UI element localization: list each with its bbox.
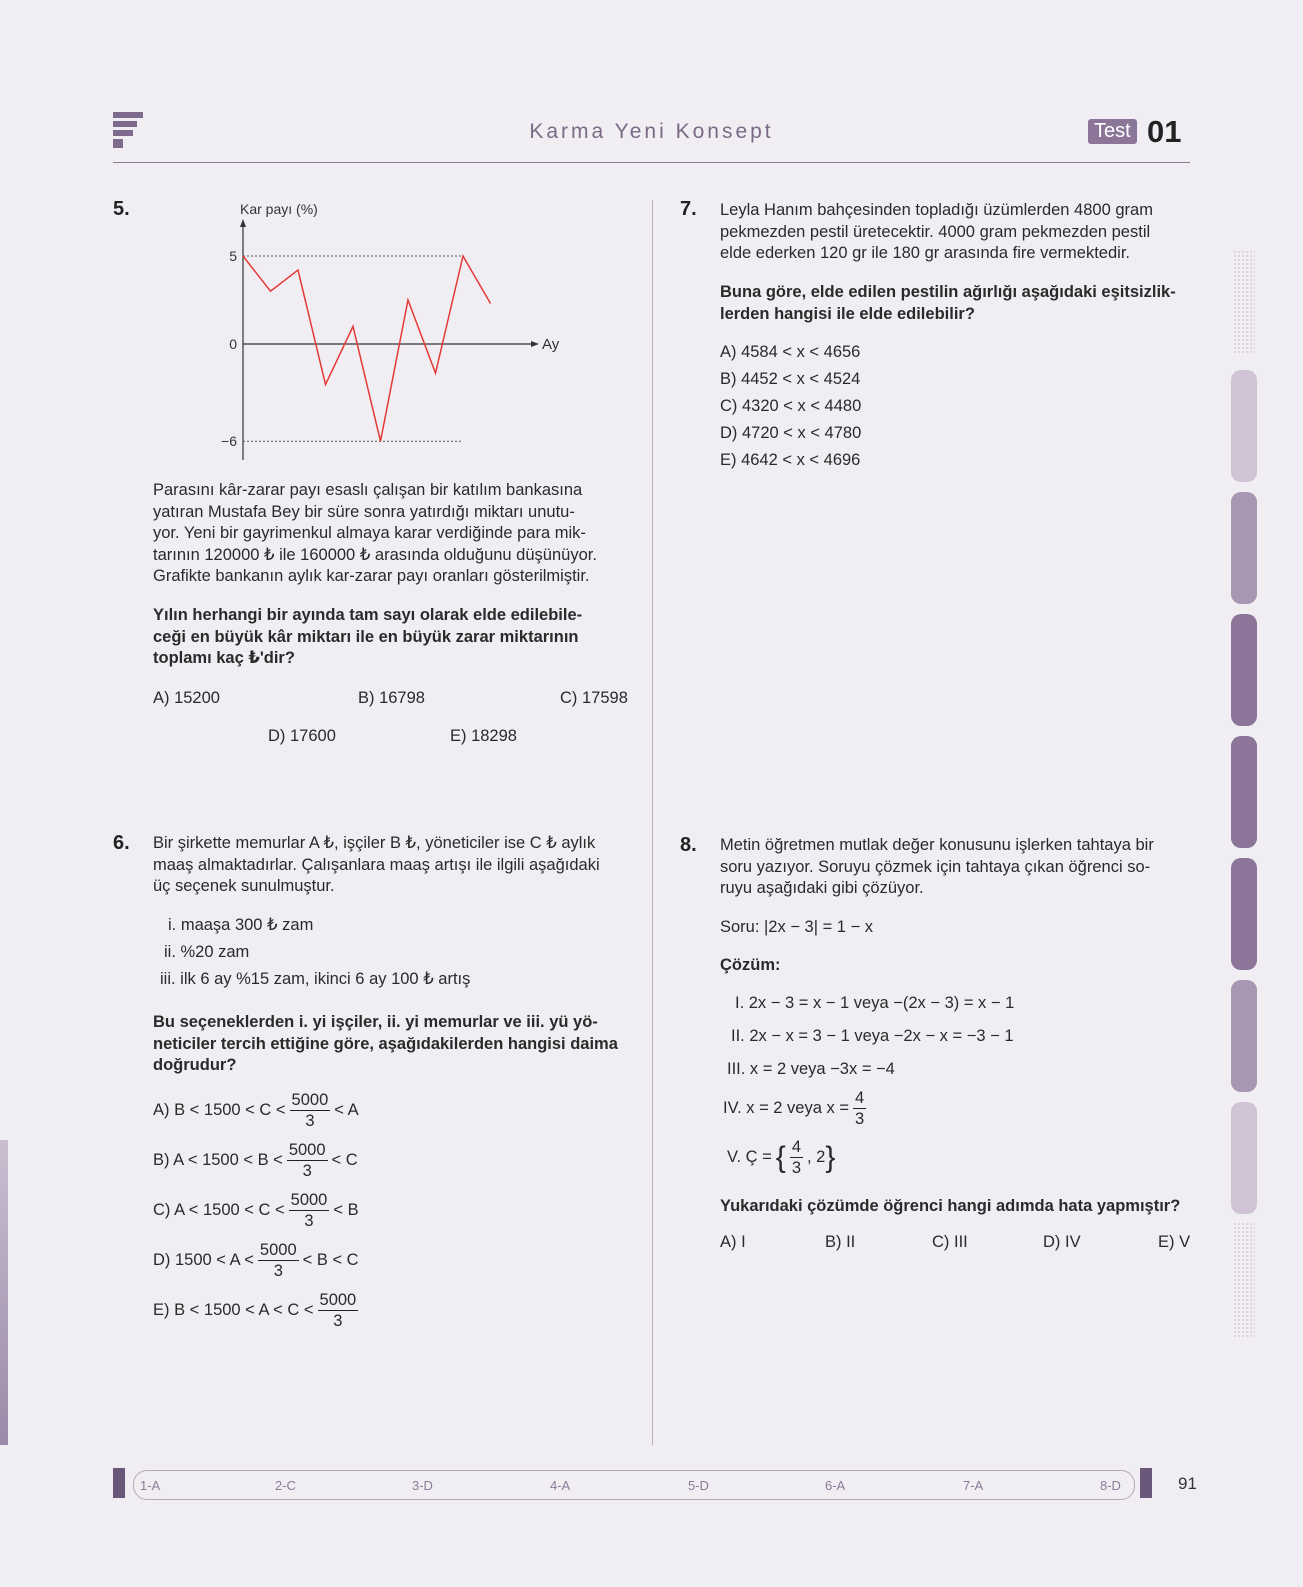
q5-option-c[interactable]: C) 17598 bbox=[560, 689, 628, 707]
answer-key-8: 8-D bbox=[1100, 1478, 1121, 1493]
index-tab bbox=[1231, 858, 1257, 970]
q8-soru: Soru: |2x − 3| = 1 − x bbox=[720, 918, 874, 936]
q8-option-e[interactable]: E) V bbox=[1158, 1233, 1191, 1251]
q7-option-d[interactable]: D) 4720 < x < 4780 bbox=[720, 424, 862, 442]
q6-option-d[interactable]: D) 1500 < A < $\frac{5000}{3}$ < B < C bbox=[153, 1241, 359, 1280]
q8-step-5: V. Ç = { $\frac{4}{3}$ , 2} bbox=[727, 1138, 836, 1177]
test-label: Test bbox=[1088, 119, 1137, 144]
q5-chart-y-tick-0: 5 bbox=[229, 248, 237, 264]
page-title: Karma Yeni Konsept bbox=[529, 120, 774, 143]
q5-option-d[interactable]: D) 17600 bbox=[268, 727, 336, 745]
q5-chart-y-tick-2: −6 bbox=[221, 433, 237, 450]
answer-key-5: 5-D bbox=[688, 1478, 709, 1493]
q6-item-3: iii. ilk 6 ay %15 zam, ikinci 6 ay 100 ₺ artış bbox=[160, 970, 471, 988]
answer-key-2: 2-C bbox=[275, 1478, 296, 1493]
q8-option-d[interactable]: D) IV bbox=[1043, 1233, 1081, 1251]
footer-left-block bbox=[113, 1468, 125, 1498]
q8-cozum-label: Çözüm: bbox=[720, 956, 781, 974]
q5-chart-series-line bbox=[243, 256, 491, 441]
answer-key-3: 3-D bbox=[412, 1478, 433, 1493]
q8-number: 8. bbox=[680, 834, 697, 856]
footer-right-block bbox=[1140, 1468, 1152, 1498]
index-tab bbox=[1231, 1102, 1257, 1214]
index-tab bbox=[1231, 370, 1257, 482]
q8-option-a[interactable]: A) I bbox=[720, 1233, 746, 1251]
answer-key-1: 1-A bbox=[140, 1478, 161, 1493]
column-divider bbox=[652, 200, 653, 1445]
index-tab bbox=[1231, 492, 1257, 604]
answer-key-6: 6-A bbox=[825, 1478, 846, 1493]
q6-question: Bu seçeneklerden i. yi işçiler, ii. yi memurlar ve iii. yü yö- neticiler tercih ettiğine göre, aşağıdakilerden hangisi daima doğrudur? bbox=[153, 1013, 618, 1074]
q7-option-a[interactable]: A) 4584 < x < 4656 bbox=[720, 343, 861, 361]
q5-number: 5. bbox=[113, 198, 130, 220]
q5-chart bbox=[215, 195, 560, 460]
q6-item-1: i. maaşa 300 ₺ zam bbox=[168, 916, 314, 934]
q5-option-a[interactable]: A) 15200 bbox=[153, 689, 220, 707]
q7-option-e[interactable]: E) 4642 < x < 4696 bbox=[720, 451, 861, 469]
q6-text: Bir şirkette memurlar A ₺, işçiler B ₺, yöneticiler ise C ₺ aylık maaş almaktadırlar. Çalışanlara maaş artışı ile ilgili aşağıdaki üç seçenek sunulmuştur. bbox=[153, 834, 600, 895]
q5-question: Yılın herhangi bir ayında tam sayı olarak elde edilebile- ceği en büyük kâr miktarı ile en büyük zarar miktarının toplamı kaç ₺'dir? bbox=[153, 606, 583, 667]
q6-option-b[interactable]: B) A < 1500 < B < $\frac{5000}{3}$ < C bbox=[153, 1141, 358, 1180]
q5-chart-y-tick-1: 0 bbox=[229, 336, 237, 352]
q6-number: 6. bbox=[113, 832, 130, 854]
index-tab bbox=[1231, 980, 1257, 1092]
q5-chart-axes bbox=[240, 219, 539, 460]
test-number: 01 bbox=[1147, 114, 1182, 149]
q8-step-3: III. x = 2 veya −3x = −4 bbox=[727, 1060, 895, 1078]
q8-step-1: I. 2x − 3 = x − 1 veya −(2x − 3) = x − 1 bbox=[735, 994, 1015, 1012]
header-rule bbox=[113, 162, 1190, 163]
q8-option-c[interactable]: C) III bbox=[932, 1233, 968, 1251]
page-number: 91 bbox=[1178, 1474, 1197, 1493]
q5-chart-reference-lines bbox=[243, 256, 463, 441]
q7-number: 7. bbox=[680, 198, 697, 220]
q7-option-c[interactable]: C) 4320 < x < 4480 bbox=[720, 397, 862, 415]
q5-text: Parasını kâr-zarar payı esaslı çalışan bir katılım bankasına yatıran Mustafa Bey bir süre sonra yatırdığı miktarı unutu- yor. Yeni bir gayrimenkul almaya karar verdiğinde para mik- tarının 120000 ₺ ile 160000 ₺ arasında olduğunu düşünüyor. Grafikte bankanın aylık kar-zarar payı oranları gösterilmiştir. bbox=[153, 481, 597, 585]
q8-option-b[interactable]: B) II bbox=[825, 1233, 856, 1251]
q7-option-b[interactable]: B) 4452 < x < 4524 bbox=[720, 370, 861, 388]
q8-step-4: IV. x = 2 veya x = $\frac{4}{3}$ bbox=[723, 1089, 865, 1128]
q8-text: Metin öğretmen mutlak değer konusunu işlerken tahtaya bir soru yazıyor. Soruyu çözmek için tahtaya çıkan öğrenci so- ruyu aşağıdaki gibi çözüyor. bbox=[720, 836, 1154, 897]
index-tab bbox=[1231, 614, 1257, 726]
q5-chart-ylabel: Kar payı (%) bbox=[240, 201, 318, 217]
answer-key-4: 4-A bbox=[550, 1478, 571, 1493]
q8-step-2: II. 2x − x = 3 − 1 veya −2x − x = −3 − 1 bbox=[731, 1027, 1014, 1045]
q6-option-a[interactable]: A) B < 1500 < C < $\frac{5000}{3}$ < A bbox=[153, 1091, 359, 1130]
q7-question: Buna göre, elde edilen pestilin ağırlığı aşağıdaki eşitsizlik- lerden hangisi ile elde edilebilir? bbox=[720, 283, 1176, 323]
q8-question: Yukarıdaki çözümde öğrenci hangi adımda hata yapmıştır? bbox=[720, 1197, 1181, 1215]
q5-option-b[interactable]: B) 16798 bbox=[358, 689, 425, 707]
q5-option-e[interactable]: E) 18298 bbox=[450, 727, 517, 745]
q6-option-c[interactable]: C) A < 1500 < C < $\frac{5000}{3}$ < B bbox=[153, 1191, 359, 1230]
q7-text: Leyla Hanım bahçesinden topladığı üzümlerden 4800 gram pekmezden pestil üretecektir. 4000 gram pekmezden pestil elde ederken 120 gr ile 180 gr arasında fire vermektedir. bbox=[720, 201, 1153, 262]
q5-chart-xlabel: Ay bbox=[542, 336, 560, 353]
q5-chart-y-ticks bbox=[221, 248, 237, 449]
answer-key-7: 7-A bbox=[963, 1478, 984, 1493]
index-tab bbox=[1231, 736, 1257, 848]
spine-mark bbox=[0, 1140, 8, 1445]
q6-option-e[interactable]: E) B < 1500 < A < C < $\frac{5000}{3}$ bbox=[153, 1291, 357, 1330]
q6-item-2: ii. %20 zam bbox=[164, 943, 250, 961]
